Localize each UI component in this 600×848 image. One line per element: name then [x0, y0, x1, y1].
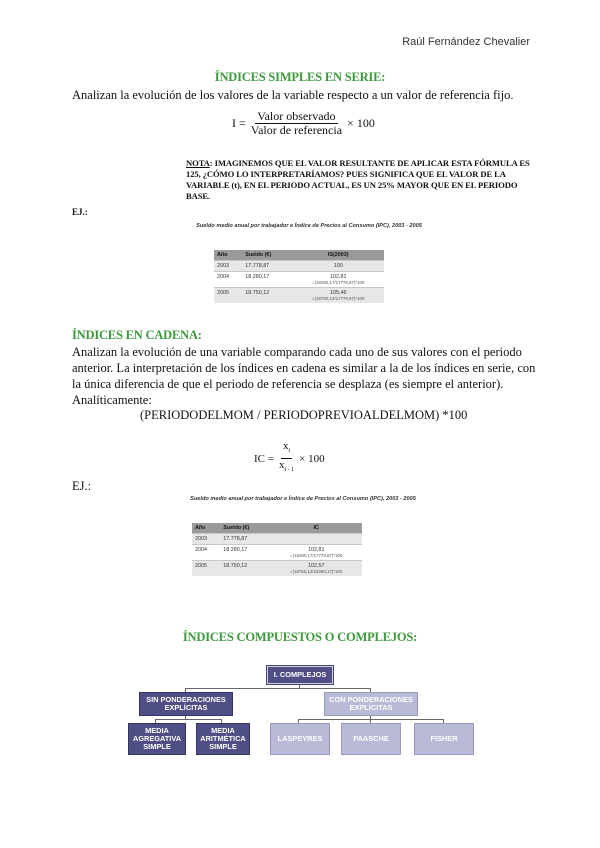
formula-fraction	[277, 440, 296, 477]
formula-numerator: Valor observado	[257, 109, 336, 123]
connector-line	[298, 719, 444, 720]
formula-denominator	[277, 459, 296, 477]
table2-header-salary: Sueldo (€)	[220, 523, 270, 534]
cell-formula: =(18750,12/17778,87)*100	[312, 296, 365, 301]
nota-label: NOTA	[186, 158, 210, 168]
table2-header-index: IC	[270, 523, 362, 534]
denominator-subscript: t - 1	[284, 467, 295, 474]
table-cell: 2005	[192, 561, 220, 577]
table-cell	[292, 272, 384, 288]
cell-formula: =(18280,17/17778,87)*100	[312, 280, 365, 285]
table-cell: 18.750,12	[220, 561, 270, 577]
cell-value: 102,57	[307, 563, 325, 569]
table1-header-year: Año	[214, 250, 242, 261]
leaf-laspeyres: LASPEYRES	[270, 723, 330, 755]
formula-fraction	[249, 110, 344, 137]
table-row	[214, 272, 384, 288]
node-con-ponderaciones: CON PONDERACIONES EXPLÍCITAS	[324, 692, 418, 716]
denominator-var: x	[278, 459, 285, 472]
table2-title: Sueldo medio anual por trabajador e Índice de Precios al Consumo (IPC), 2003 - 2005	[190, 496, 416, 502]
leaf-media-aritmetica: MEDIA ARITMÉTICA SIMPLE	[196, 723, 250, 755]
numerator-subscript: t	[288, 448, 291, 455]
formula-denominator: Valor de referencia	[250, 123, 343, 137]
table1-header-salary: Sueldo (€)	[242, 250, 292, 261]
section1-title: ÍNDICES SIMPLES EN SERIE:	[214, 70, 386, 84]
table-row	[214, 261, 384, 272]
leaf-paasche: PAASCHE	[341, 723, 401, 755]
table1-header-index: IS(2003)	[292, 250, 384, 261]
table-cell: 18.750,12	[242, 288, 292, 304]
table-cell: 18.280,17	[220, 545, 270, 561]
table2-header-year: Año	[192, 523, 220, 534]
table-cell: 2004	[214, 272, 242, 288]
table-cell	[270, 545, 362, 561]
connector-line	[185, 688, 371, 689]
table-simple-index	[214, 250, 384, 303]
formula-lhs: I =	[232, 116, 246, 130]
leaf-fisher: FISHER	[414, 723, 474, 755]
example-label-2: EJ.:	[72, 479, 92, 493]
table-cell	[270, 534, 362, 545]
section1-intro: Analizan la evolución de los valores de la variable respecto a un valor de referencia fijo.	[72, 88, 514, 102]
section2-title: ÍNDICES EN CADENA:	[72, 328, 202, 342]
author-name: Raúl Fernández Chevalier	[402, 36, 530, 48]
table-cell	[292, 288, 384, 304]
table-cell	[292, 261, 384, 272]
table-cell: 18.280,17	[242, 272, 292, 288]
table-cell: 2004	[192, 545, 220, 561]
node-sin-ponderaciones: SIN PONDERACIONES EXPLÍCITAS	[139, 692, 233, 716]
table-cell: 17.778,87	[220, 534, 270, 545]
cell-value: 102,81	[307, 547, 325, 553]
root-node-complejos: I. COMPLEJOS	[267, 666, 333, 684]
formula-numerator	[281, 440, 292, 459]
cell-formula: =(18750,12/18280,17)*100	[290, 569, 343, 574]
table-chain-index	[192, 523, 362, 576]
table-row	[192, 545, 362, 561]
simple-index-formula	[232, 110, 375, 137]
numerator-var: x	[282, 440, 289, 452]
nota-text: : IMAGINEMOS QUE EL VALOR RESULTANTE DE APLICAR ESTA FÓRMULA ES 125, ¿CÓMO LO INTERPRETARÍAMOS? PUES SIGNIFICA QUE EL VALOR DE LA VARIABLE (t), EN EL PERIODO ACTUAL, ES UN 25% MAYOR QUE EN EL PERIODO BASE.	[186, 158, 530, 201]
table-cell: 2003	[192, 534, 220, 545]
cell-formula: =(18280,17/17778,87)*100	[290, 553, 343, 558]
example-label-1: EJ.:	[72, 207, 88, 217]
table-cell: 17.778,87	[242, 261, 292, 272]
table-cell: 2005	[214, 288, 242, 304]
table1-title: Sueldo medio anual por trabajador e Índice de Precios al Consumo (IPC), 2003 - 2005	[196, 223, 422, 229]
section2-paragraph: Analizan la evolución de una variable comparando cada uno de sus valores con el periodo anterior. La interpretación de los índices en cadena es similar a la de los índices en serie, con la única diferencia de que el periodo de referencia se desplaza (es siempre el anterior).	[72, 345, 536, 391]
analytic-label: Analíticamente:	[72, 393, 152, 407]
leaf-media-agregativa: MEDIA AGREGATIVA SIMPLE	[128, 723, 186, 755]
text-formula: (PERIODODELMOM / PERIODOPREVIOALDELMOM) *100	[140, 408, 468, 422]
cell-value: 102,81	[329, 274, 347, 280]
section3-title: ÍNDICES COMPUESTOS O COMPLEJOS:	[182, 630, 418, 644]
chain-index-formula	[254, 440, 325, 477]
cell-value: 105,46	[329, 290, 347, 296]
formula-multiplier: × 100	[347, 116, 375, 130]
table-row	[214, 288, 384, 304]
table-cell: 2003	[214, 261, 242, 272]
connector-line	[155, 719, 222, 720]
formula-multiplier: × 100	[299, 452, 325, 465]
cell-value: 100	[333, 263, 343, 269]
table-row	[192, 534, 362, 545]
formula-lhs: IC =	[254, 452, 274, 465]
table-cell	[270, 561, 362, 577]
table-row	[192, 561, 362, 577]
nota-block	[186, 158, 532, 202]
